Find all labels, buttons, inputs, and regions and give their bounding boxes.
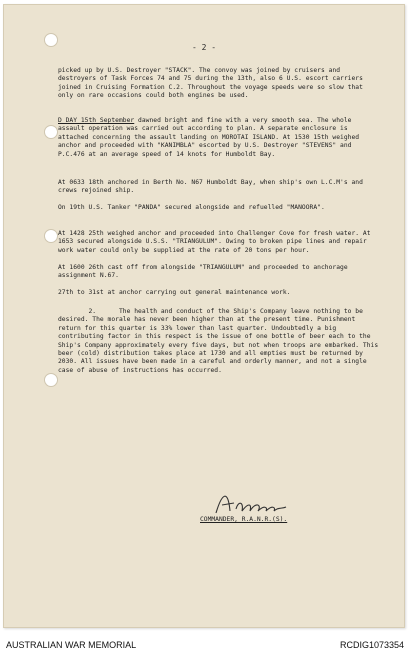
signature-title: COMMANDER, R.A.N.R.(S). (200, 516, 288, 523)
body-text-8 (58, 308, 380, 381)
body-text-6 (58, 264, 380, 287)
paragraph: 27th to 31st at anchor carrying out general maintenance work. (58, 289, 291, 296)
paragraph: At 0633 18th anchored in Berth No. N67 Humboldt Bay, when ship's own L.C.M's and crews rejoined ship. (58, 179, 367, 195)
document-page (3, 4, 405, 628)
footer-source: AUSTRALIAN WAR MEMORIAL (6, 640, 137, 650)
footer-id: RCDIG1073354 (339, 640, 404, 650)
punch-hole (44, 229, 58, 243)
punch-hole (44, 373, 58, 387)
paragraph: 2. The health and conduct of the Ship's Company leave nothing to be desired. The morale has never been higher than at the present time. Punishment return for this quarter is 33% lower than last quarter. Undoubtedly a big contributing factor in this respect is the issue of one bottle of beer each to the Ship's Company approximately every five days, but not when troops are embarked. This beer (cold) distribution takes place at 1730 and all empties must be returned by 2030. All issues have been made in a careful and orderly manner, and not a single case of abuse of instructions has occurred. (58, 308, 382, 374)
punch-hole (44, 125, 58, 139)
body-text-5 (58, 230, 380, 261)
body-text-1 (58, 67, 380, 107)
body-text-4 (58, 204, 380, 218)
paragraph: D DAY 15th September dawned bright and fine with a very smooth sea. The whole assault operation was carried out according to plan. A separate enclosure is attached concerning the assault landing on MOROTAI ISLAND. At 1530 15th weighed anchor and proceeded with "KANIMBLA" escorted by U.S. Destroyer "STEVENS" and P.C.476 at an average speed of 14 knots for Humboldt Bay. (58, 117, 363, 158)
paragraph: At 1600 26th cast off from alongside "TRIANGULUM" and proceeded to anchorage assignment N.67. (58, 264, 352, 280)
paragraph: On 19th U.S. Tanker "PANDA" secured alongside and refuelled "MANOORA". (58, 204, 325, 211)
body-text-3 (58, 179, 380, 202)
d-day-heading: D DAY 15th September (58, 117, 135, 124)
paragraph: picked up by U.S. Destroyer "STACK". The convoy was joined by cruisers and destroyers of Task Forces 74 and 75 during the 13th, also 6 U.S. escort carriers joined in Cruising Formation C.2. Throughout the voyage speeds were so slow that only on rare occasions could both engines be used. (58, 67, 367, 100)
page-number: - 2 - (191, 43, 217, 52)
body-text-7 (58, 289, 380, 303)
footer-bar (0, 632, 410, 654)
paragraph: At 1428 25th weighed anchor and proceeded into Challenger Cove for fresh water. At 1653 secured alongside U.S.S. "TRIANGULUM". Owing to broken pipe lines and repair work water could only be supplied at the rate of 20 tons per hour. (58, 230, 375, 254)
body-text-2 (58, 117, 380, 165)
